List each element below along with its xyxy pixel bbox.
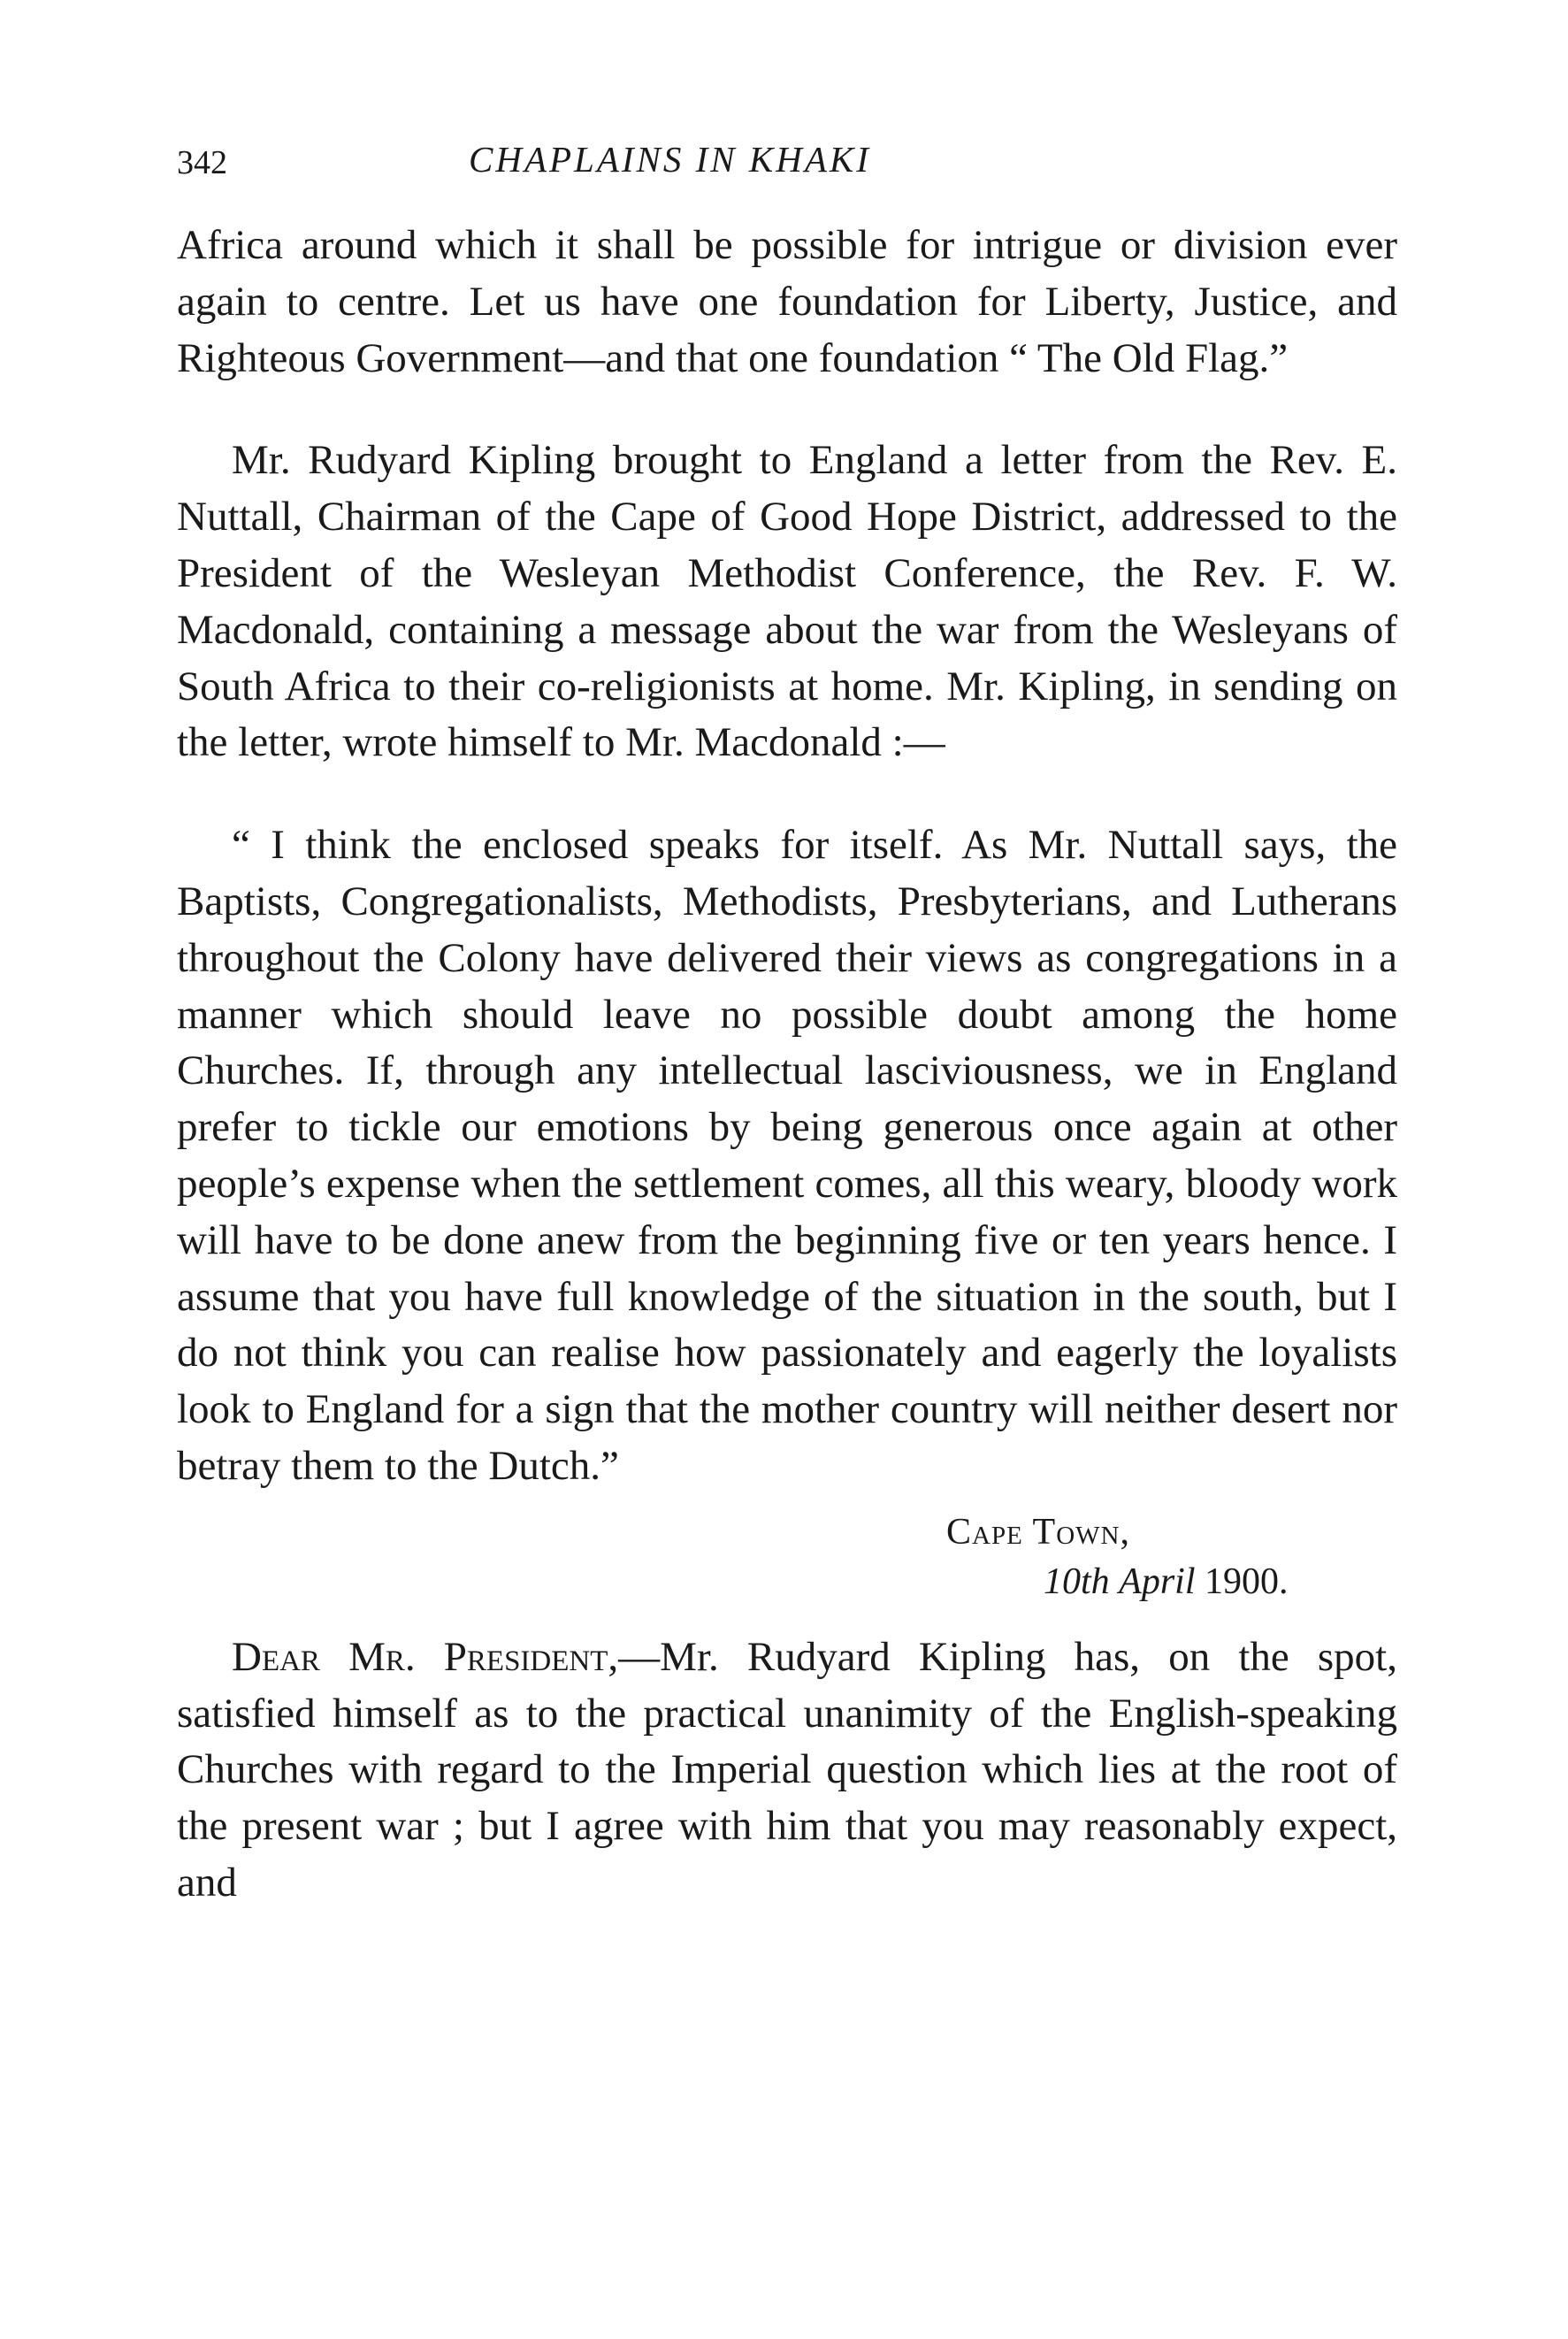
running-title: CHAPLAINS IN KHAKI bbox=[469, 139, 871, 180]
letter-date-year: 1900. bbox=[1205, 1561, 1289, 1602]
paragraph-kipling-letter-intro: Mr. Rudyard Kipling brought to England a letter from the Rev. E. Nuttall, Chairman of the Cape of Good Hope District, addressed to the President of the Wesleyan Methodist Conference, the Rev. F. W. Macdonald, containing a message about the war from the Wesleyans of South Africa to their co-religionists at home. Mr. Kipling, in sending on the letter, wrote himself to Mr. Macdonald :— bbox=[177, 437, 1397, 766]
paragraph-kipling-quote: “ I think the enclosed speaks for itself. As Mr. Nuttall says, the Baptists, Congregationalists, Methodists, Presbyterians, and Lutherans throughout the Colony have delivered their views as congregations in a manner which should leave no possible doubt among the home Churches. If, through any intellectual lasciviousness, we in England prefer to tickle our emotions by being generous once again at other people’s expense when the settlement comes, all this weary, bloody work will have to be done anew from the beginning five or ten years hence. I assume that you have full knowledge of the situation in the south, but I do not think you can realise how passionately and eagerly the loyalists look to England for a sign that the mother country will neither desert nor betray them to the Dutch.” bbox=[177, 822, 1397, 1489]
page-number: 342 bbox=[177, 144, 227, 181]
letter-body-text: —Mr. Rudyard Kipling has, on the spot, satisfied himself as to the practical unanimity of the English-speaking Churches with regard to the Imperial question which lies at the root of the present war ; but I agree with him that you may reasonably expect, and bbox=[177, 1633, 1397, 1906]
book-page bbox=[177, 133, 1397, 1912]
letter-salutation: Dear Mr. President, bbox=[232, 1633, 619, 1680]
letter-date-month: April bbox=[1119, 1561, 1196, 1602]
letter-date-day: 10th bbox=[1044, 1561, 1110, 1602]
letter-place: Cape Town, bbox=[946, 1511, 1130, 1553]
paragraph-letter-body bbox=[177, 1630, 1397, 1912]
letter-dateline bbox=[177, 1507, 1397, 1612]
page-header bbox=[177, 133, 1397, 203]
paragraph-continuation: Africa around which it shall be possible for intrigue or division ever again to centre. Let us have one foundation for Liberty, Justice, and Righteous Government—and that one foundation “ The Old Flag.” bbox=[177, 222, 1397, 381]
letter-date bbox=[1044, 1557, 1289, 1607]
